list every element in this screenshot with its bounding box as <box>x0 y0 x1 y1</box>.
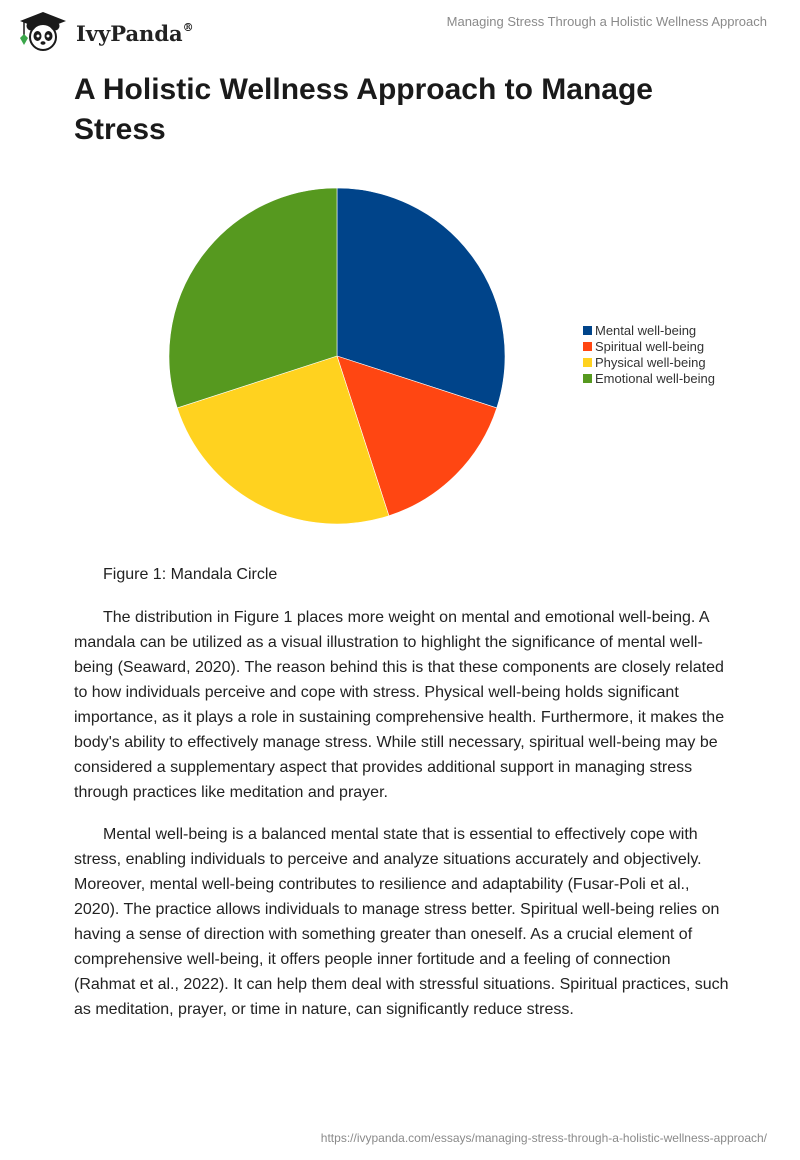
legend-label: Mental well-being <box>595 323 697 338</box>
chart-legend <box>583 323 715 386</box>
document-title-header: Managing Stress Through a Holistic Wellness Approach <box>446 14 767 29</box>
legend-label: Physical well-being <box>595 355 706 370</box>
legend-label: Emotional well-being <box>595 371 715 386</box>
source-url[interactable]: https://ivypanda.com/essays/managing-stress-through-a-holistic-wellness-approach/ <box>320 1131 767 1145</box>
registered-mark: ® <box>182 20 194 34</box>
legend-swatch <box>583 342 592 351</box>
legend-swatch <box>583 326 592 335</box>
legend-swatch <box>583 358 592 367</box>
panda-graduate-icon <box>14 10 72 52</box>
legend-swatch <box>583 374 592 383</box>
brand-logo[interactable] <box>14 10 194 52</box>
figure-caption: Figure 1: Mandala Circle <box>103 566 278 583</box>
pie-slices <box>169 188 505 524</box>
paragraph: Mental well-being is a balanced mental state that is essential to effectively cope with stress, enabling individuals to perceive and analyze situations accurately and objectively. Moreover, mental well-being contributes to resilience and adaptability (Fusar-Poli et al., 2020). The practice allows individuals to manage stress better. Spiritual well-being relies on having a sense of direction with something greater than oneself. As a crucial element of comprehensive well-being, it offers people inner fortitude and a feeling of connection (Rahmat et al., 2022). It can help them deal with stressful situations. Spiritual practices, such as meditation, prayer, or time in nature, can significantly reduce stress. <box>74 826 729 1018</box>
legend-label: Spiritual well-being <box>595 339 705 354</box>
brand-name: IvyPanda® <box>76 20 194 46</box>
page-title: A Holistic Wellness Approach to Manage Stress <box>74 73 653 146</box>
paragraph: The distribution in Figure 1 places more weight on mental and emotional well-being. A mandala can be utilized as a visual illustration to highlight the significance of mental well-being (Seaward, 2020). The reason behind this is that these components are closely related to how individuals perceive and cope with stress. Physical well-being holds significant importance, as it plays a role in sustaining comprehensive health. Furthermore, it makes the body's ability to effectively manage stress. While still necessary, spiritual well-being may be considered a supplementary aspect that provides additional support in managing stress through practices like meditation and prayer. <box>74 609 725 801</box>
pie-chart <box>0 170 800 550</box>
article-body <box>74 605 734 1039</box>
